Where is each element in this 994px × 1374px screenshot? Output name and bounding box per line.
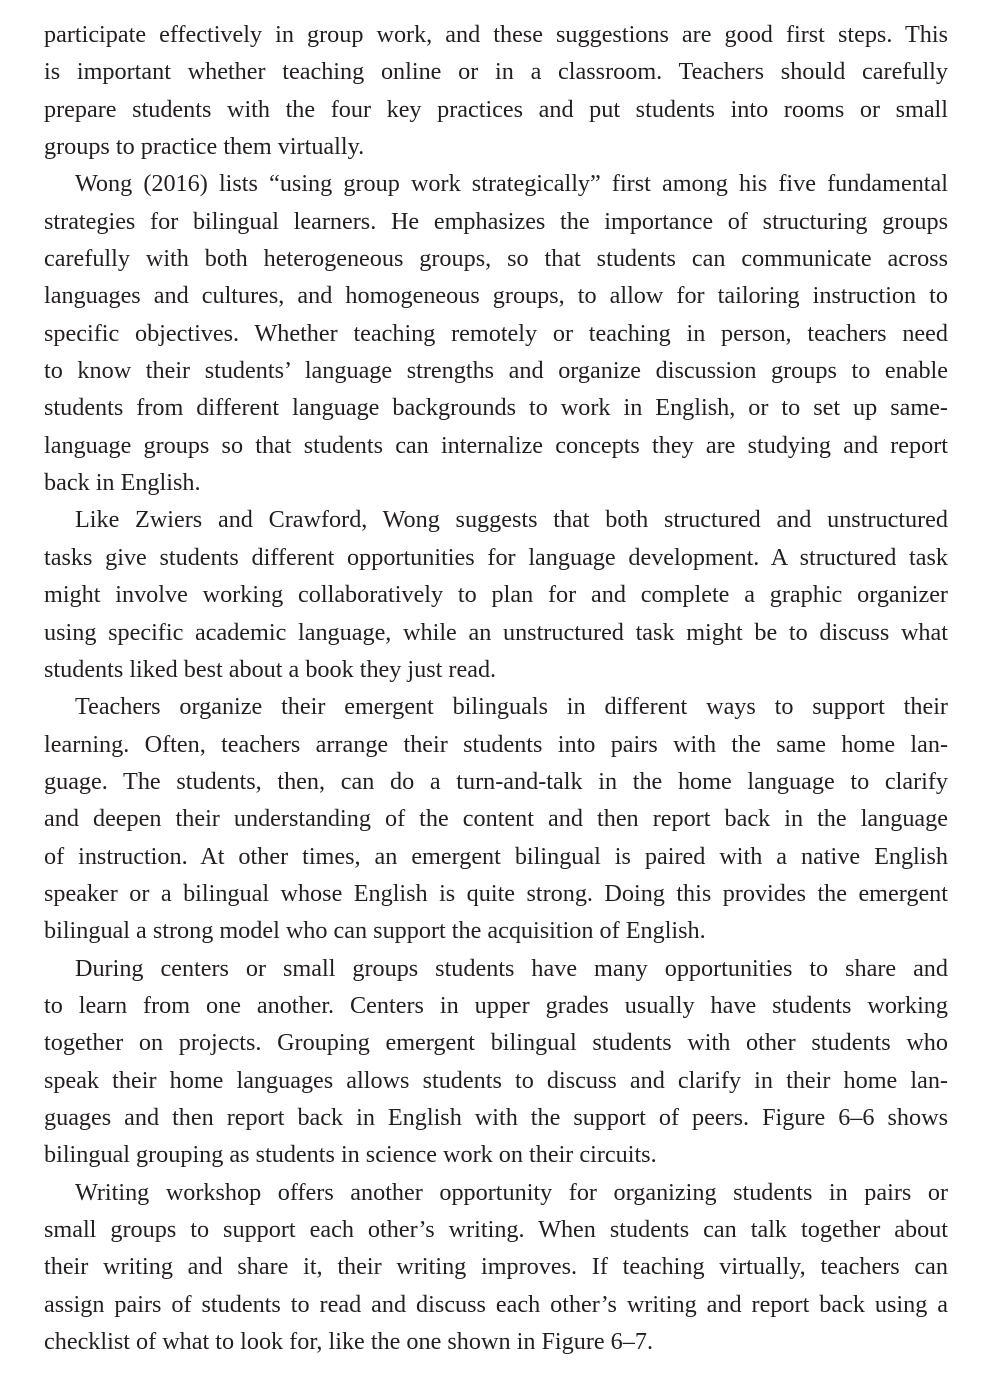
paragraph-2	[44, 165, 948, 501]
text-line: their writing and share it, their writing improves. If teaching virtually, teachers can	[44, 1253, 948, 1281]
text-line: Writing workshop offers another opportunity for organizing students in pairs or	[75, 1178, 948, 1206]
paragraph-5	[44, 950, 948, 1174]
text-line: to know their students’ language strengths and organize discussion groups to enable	[44, 357, 948, 385]
text-line: students liked best about a book they just read.	[44, 655, 497, 683]
text-line: specific objectives. Whether teaching remotely or teaching in person, teachers need	[44, 319, 948, 347]
text-line: carefully with both heterogeneous groups, so that students can communicate across	[44, 245, 948, 273]
text-line: speak their home languages allows students to discuss and clarify in their home lan-	[44, 1066, 948, 1094]
text-line: bilingual grouping as students in science work on their circuits.	[44, 1141, 657, 1169]
document-body	[44, 16, 948, 1360]
text-line: strategies for bilingual learners. He emphasizes the importance of structuring groups	[44, 207, 948, 235]
text-line: together on projects. Grouping emergent bilingual students with other students who	[44, 1029, 948, 1057]
text-line: of instruction. At other times, an emergent bilingual is paired with a native English	[44, 842, 948, 870]
text-line: prepare students with the four key practices and put students into rooms or small	[44, 95, 948, 123]
text-line: small groups to support each other’s writing. When students can talk together about	[44, 1216, 948, 1243]
text-line: back in English.	[44, 469, 201, 497]
text-line: tasks give students different opportunities for language development. A structured task	[44, 543, 948, 571]
text-line: assign pairs of students to read and discuss each other’s writing and report back using a	[44, 1290, 948, 1318]
text-line: Like Zwiers and Crawford, Wong suggests that both structured and unstructured	[75, 506, 948, 534]
text-line: might involve working collaboratively to plan for and complete a graphic organizer	[44, 581, 948, 609]
text-line: guages and then report back in English with the support of peers. Figure 6–6 shows	[44, 1103, 948, 1131]
text-line: bilingual a strong model who can support the acquisition of English.	[44, 917, 706, 945]
text-line: students from different language backgrounds to work in English, or to set up same-	[44, 394, 948, 422]
paragraph-6	[44, 1174, 948, 1361]
paragraph-3	[44, 501, 948, 688]
text-line: During centers or small groups students have many opportunities to share and	[75, 954, 948, 982]
text-line: guage. The students, then, can do a turn-and-talk in the home language to clarify	[44, 767, 948, 795]
paragraph-4	[44, 688, 948, 949]
text-line: to learn from one another. Centers in upper grades usually have students working	[44, 991, 948, 1019]
text-line: is important whether teaching online or in a classroom. Teachers should carefully	[44, 58, 948, 86]
paragraph-1	[44, 16, 948, 165]
text-line: using specific academic language, while an unstructured task might be to discuss what	[44, 618, 948, 646]
text-line: and deepen their understanding of the content and then report back in the language	[44, 805, 948, 833]
text-line: Teachers organize their emergent bilinguals in different ways to support their	[75, 693, 948, 721]
text-line: Wong (2016) lists “using group work strategically” first among his five fundamental	[75, 170, 948, 198]
text-line: speaker or a bilingual whose English is quite strong. Doing this provides the emergent	[44, 879, 948, 907]
text-line: participate effectively in group work, and these suggestions are good first steps. This	[44, 21, 948, 48]
text-line: checklist of what to look for, like the one shown in Figure 6–7.	[44, 1328, 653, 1356]
text-line: groups to practice them virtually.	[44, 133, 365, 161]
text-line: languages and cultures, and homogeneous groups, to allow for tailoring instruction to	[44, 282, 948, 310]
text-line: language groups so that students can internalize concepts they are studying and report	[44, 431, 948, 459]
text-line: learning. Often, teachers arrange their students into pairs with the same home lan-	[44, 730, 948, 758]
